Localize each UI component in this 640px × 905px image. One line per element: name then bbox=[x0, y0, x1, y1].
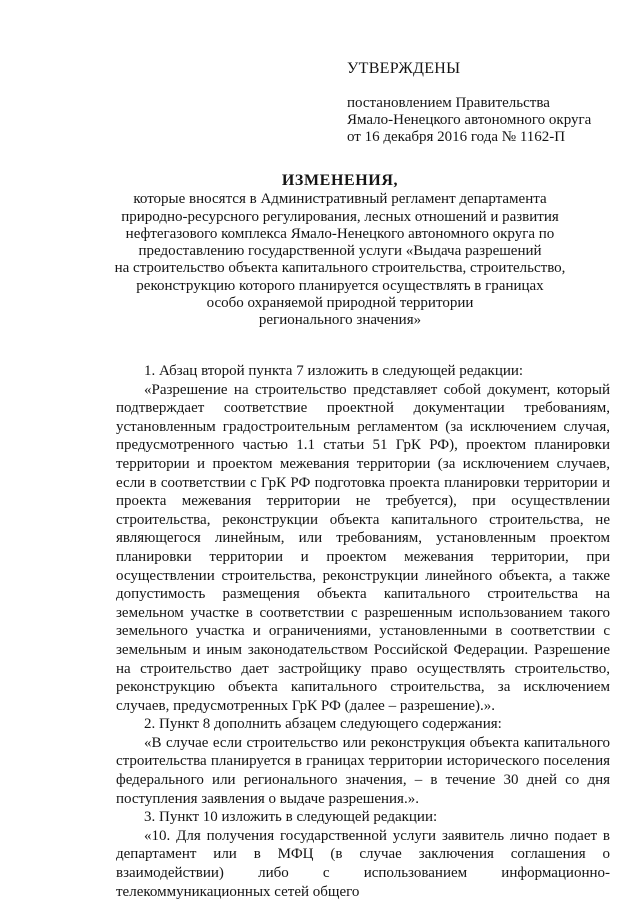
subtitle-line: нефтегазового комплекса Ямало-Ненецкого автономного округа по bbox=[125, 225, 555, 242]
amendment-item-2: 2. Пункт 8 дополнить абзацем следующего содержания: bbox=[144, 716, 502, 733]
amendment-text-2: «В случае если строительство или реконструкция объекта капитального строительства планируется в границах территории исторического поселения федерального или регионального значения, – в течение 30 дней со дня поступления заявления о выдаче разрешения.». bbox=[116, 734, 610, 807]
amendment-item-3: 3. Пункт 10 изложить в следующей редакции: bbox=[144, 809, 438, 826]
amendment-text-1: «Разрешение на строительство представляет собой документ, который подтверждает соответствие проектной документации требованиям, установленным градостроительным регламентом (за исключением случая, предусмотренного частью 1.1 статьи 51 ГрК РФ), проектом планировки территории и проектом межевания территории (за исключением случаев, если в соответствии с ГрК РФ подготовка проекта планировки территории и проекта межевания территории не требуется), при осуществлении строительства, реконструкции объекта капитального строительства, не являющегося линейным, или требованиям, установленным проектом планировки территории и проектом межевания территории, при осуществлении строительства, реконструкции линейного объекта, а также допустимость размещения объекта капитального строительства на земельном участке в соответствии с разрешенным использованием такого земельного участка и ограничениями, установленными в соответствии с земельным и иным законодательством Российской Федерации. Разрешение на строительство дает застройщику право осуществлять строительство, реконструкцию объекта капитального строительства, за исключением случаев, предусмотренных ГрК РФ (далее – разрешение).». bbox=[116, 381, 610, 714]
subtitle-line: особо охраняемой природной территории bbox=[206, 295, 474, 312]
subtitle-line: природно-ресурсного регулирования, лесных отношений и развития bbox=[121, 208, 559, 225]
subtitle-line: реконструкцию которого планируется осуществлять в границах bbox=[136, 277, 544, 294]
subtitle-line: предоставлению государственной услуги «Выдача разрешений bbox=[138, 243, 542, 260]
amendment-text-3: «10. Для получения государственной услуги заявитель лично подает в департамент или в МФЦ (в случае заключения соглашения о взаимодействии) либо с использованием информационно-телекоммуникационных сетей общего bbox=[116, 827, 610, 900]
subtitle-line: на строительство объекта капитального строительства, строительство, bbox=[114, 260, 566, 277]
amendment-item-1: 1. Абзац второй пункта 7 изложить в следующей редакции: bbox=[144, 363, 524, 379]
document-title: ИЗМЕНЕНИЯ, bbox=[281, 172, 399, 189]
subtitle-line: которые вносятся в Административный регламент департамента bbox=[133, 191, 547, 208]
document-body bbox=[116, 362, 610, 901]
approval-line: от 16 декабря 2016 года № 1162-П bbox=[347, 129, 566, 145]
subtitle-line: регионального значения» bbox=[258, 312, 422, 329]
approval-line: постановлением Правительства bbox=[347, 95, 550, 111]
approval-stamp bbox=[347, 60, 627, 146]
approval-line: Ямало-Ненецкого автономного округа bbox=[347, 112, 592, 128]
approval-heading: УТВЕРЖДЕНЫ bbox=[347, 60, 461, 77]
document-title-block bbox=[100, 172, 580, 330]
